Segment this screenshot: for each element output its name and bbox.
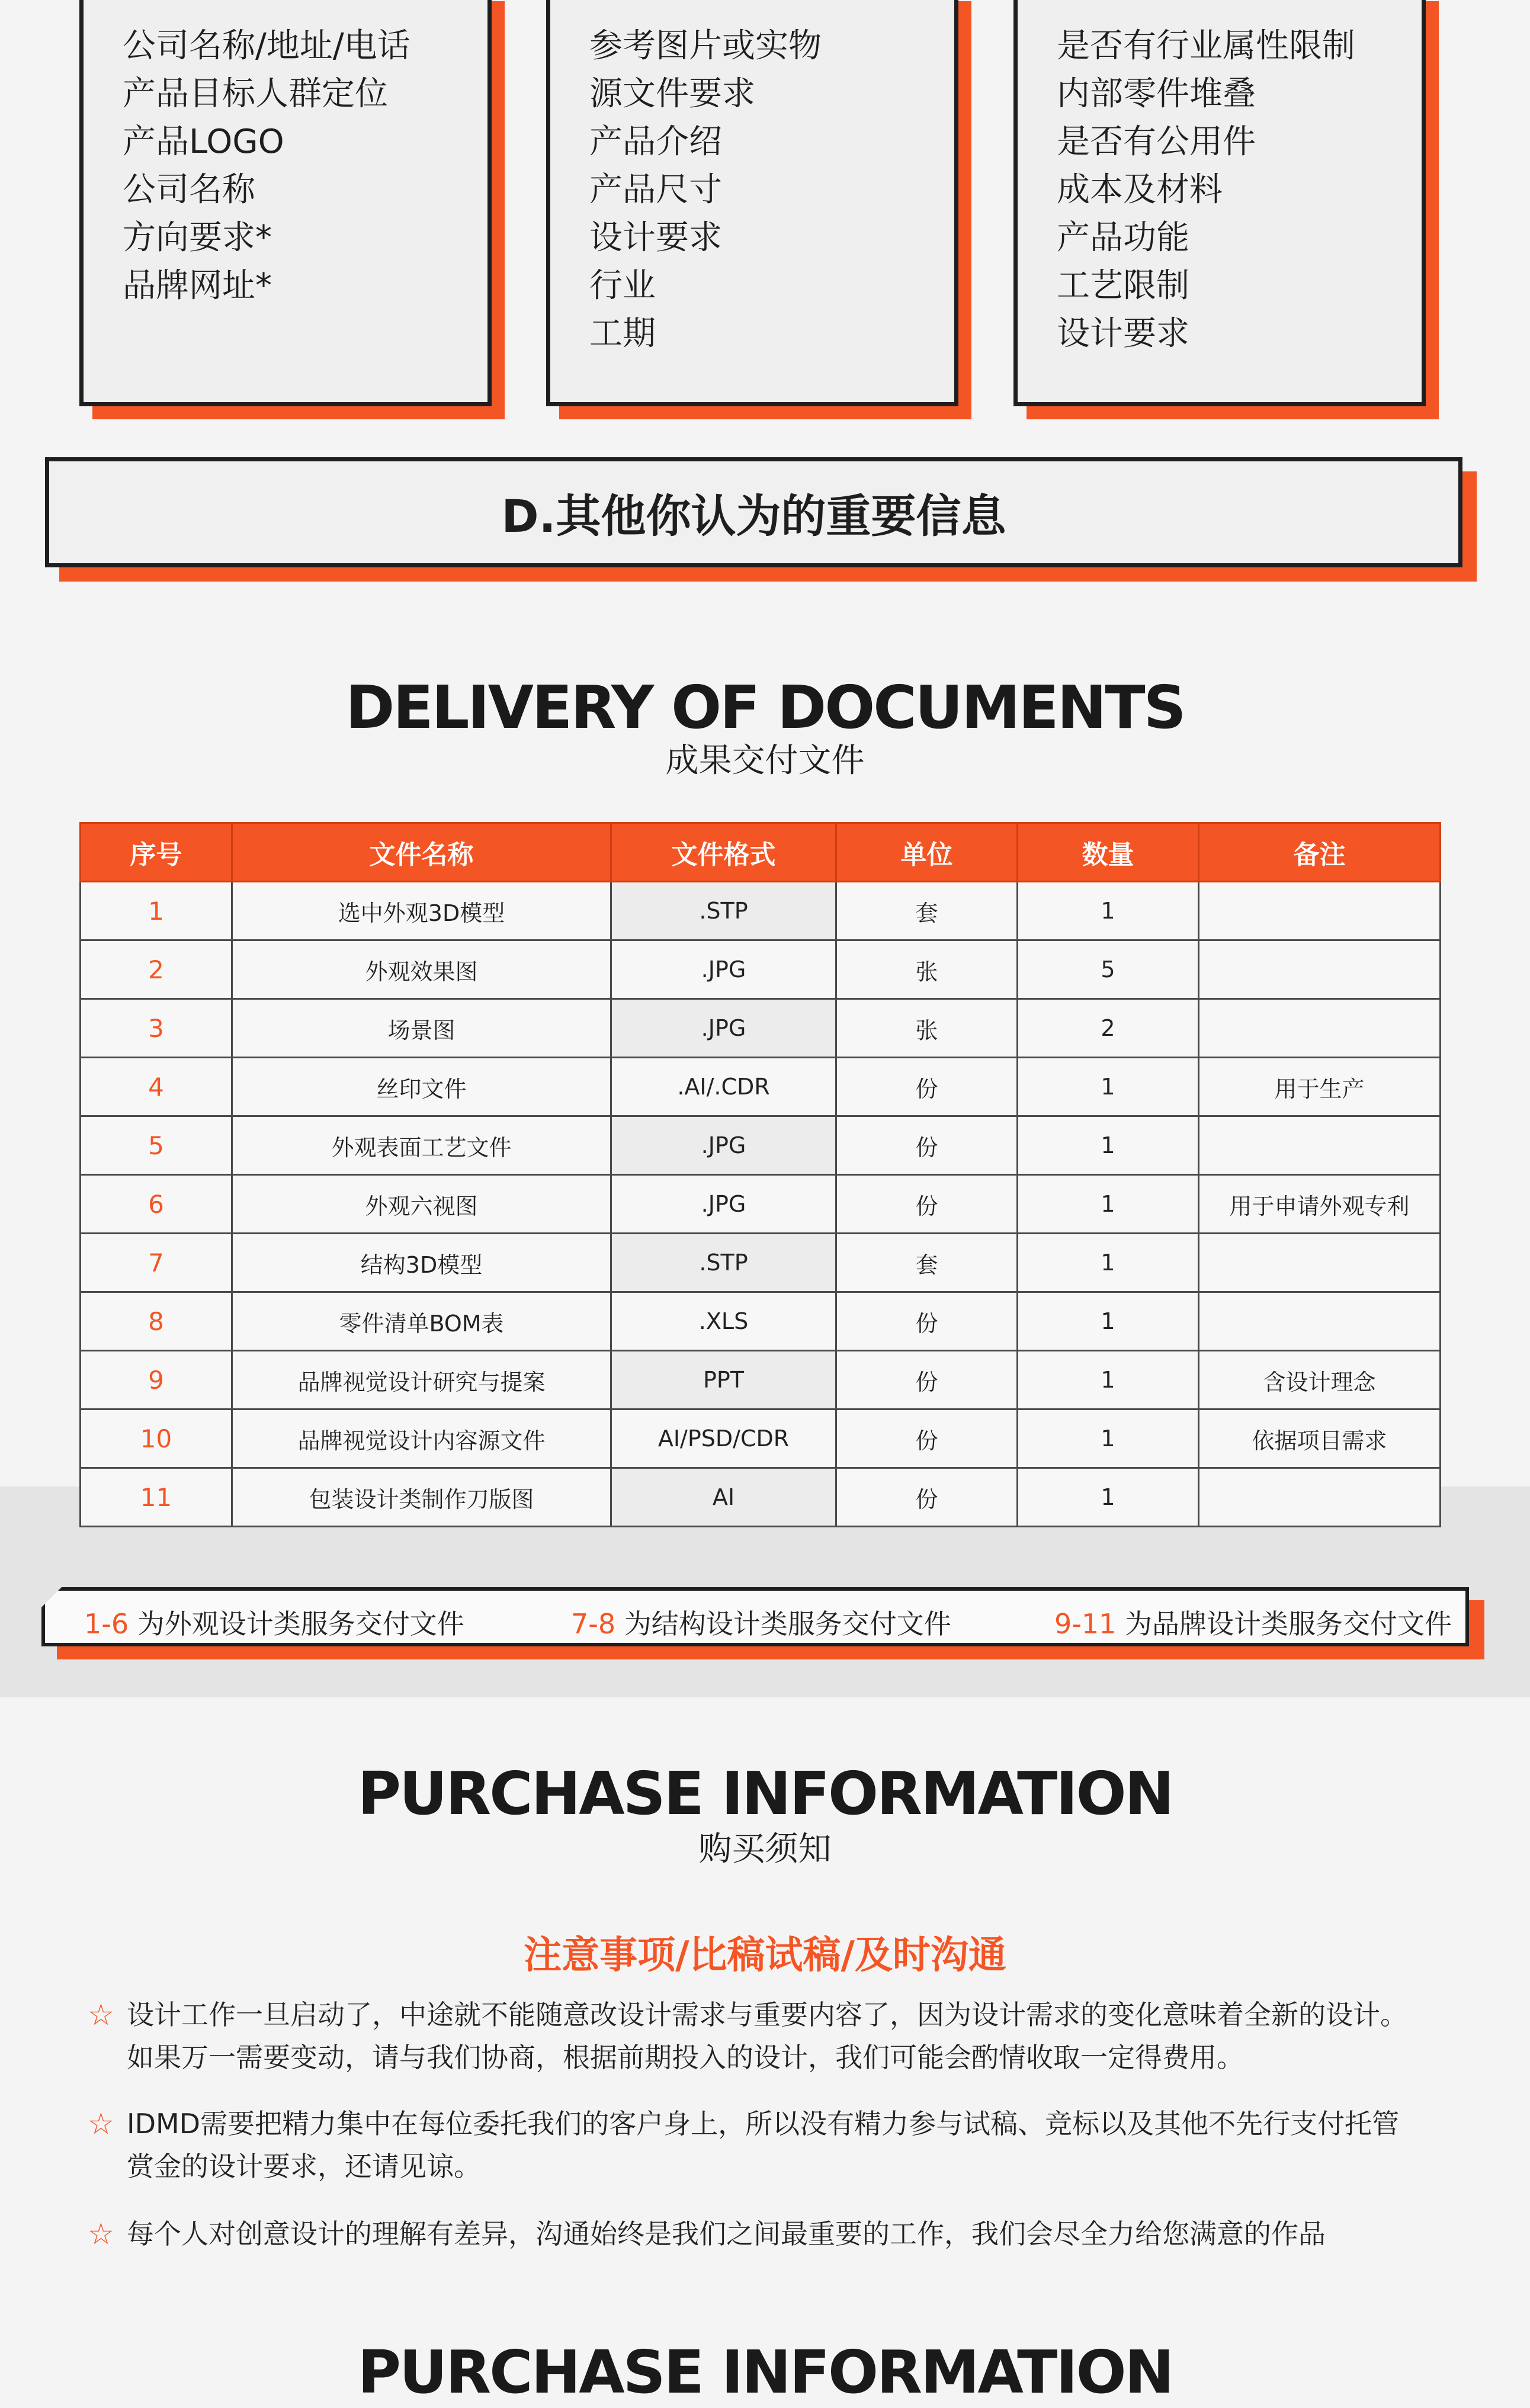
- cell-remark: [1199, 1234, 1441, 1292]
- cell-index: 10: [81, 1410, 232, 1468]
- cell-quantity: 1: [1018, 1410, 1199, 1468]
- notice-item: [88, 2102, 1426, 2188]
- list-item: 方向要求*: [123, 219, 272, 257]
- legend-text: 为外观设计类服务交付文件: [137, 1608, 464, 1640]
- cell-file-name: 外观效果图: [232, 940, 611, 999]
- cell-quantity: 1: [1018, 1175, 1199, 1234]
- list-item: 是否有行业属性限制: [1057, 27, 1355, 65]
- cell-file-format: .STP: [611, 882, 836, 940]
- cell-unit: 张: [836, 940, 1018, 999]
- requirement-list: [589, 22, 822, 358]
- cell-unit: 份: [836, 1116, 1018, 1175]
- legend-item: [84, 1603, 464, 1642]
- cell-file-format: .JPG: [611, 1175, 836, 1234]
- cell-file-name: 场景图: [232, 999, 611, 1058]
- purchase-subtitle: 购买须知: [698, 1830, 832, 1868]
- cell-unit: 份: [836, 1175, 1018, 1234]
- cell-remark: [1199, 940, 1441, 999]
- cell-quantity: 5: [1018, 940, 1199, 999]
- delivery-title: DELIVERY OF DOCUMENTS: [345, 673, 1185, 742]
- list-item: 工期: [589, 314, 656, 353]
- table-row: [81, 999, 1441, 1058]
- cell-unit: 份: [836, 1351, 1018, 1410]
- cell-index: 4: [81, 1058, 232, 1116]
- cell-quantity: 1: [1018, 1351, 1199, 1410]
- section-d-bar: [45, 457, 1462, 567]
- cell-remark: [1199, 1468, 1441, 1527]
- box-face: [546, 0, 958, 406]
- cell-quantity: 1: [1018, 1292, 1199, 1351]
- cell-quantity: 1: [1018, 1468, 1199, 1527]
- cell-unit: 套: [836, 1234, 1018, 1292]
- legend-text: 为结构设计类服务交付文件: [624, 1608, 951, 1640]
- cell-remark: 依据项目需求: [1199, 1410, 1441, 1468]
- list-item: 行业: [589, 267, 656, 305]
- purchase-title: PURCHASE INFORMATION: [357, 1759, 1173, 1828]
- list-item: 产品介绍: [589, 123, 722, 161]
- list-item: 产品功能: [1057, 219, 1189, 257]
- cell-index: 7: [81, 1234, 232, 1292]
- notice-text: 设计工作一旦启动了，中途就不能随意改设计需求与重要内容了，因为设计需求的变化意味着全新的设计。如果万一需要变动，请与我们协商，根据前期投入的设计，我们可能会酌情收取一定得费用。: [127, 1999, 1407, 2073]
- table-row: [81, 1468, 1441, 1527]
- table-row: [81, 1116, 1441, 1175]
- list-item: 内部零件堆叠: [1057, 75, 1256, 113]
- cell-file-name: 品牌视觉设计内容源文件: [232, 1410, 611, 1468]
- cell-unit: 套: [836, 882, 1018, 940]
- table-row: [81, 1058, 1441, 1116]
- list-item: 是否有公用件: [1057, 123, 1256, 161]
- legend-range: 7-8: [571, 1608, 616, 1640]
- cell-quantity: 1: [1018, 1058, 1199, 1116]
- notice-title: 注意事项/比稿试稿/及时沟通: [524, 1934, 1006, 1977]
- cell-index: 1: [81, 882, 232, 940]
- cell-file-format: .XLS: [611, 1292, 836, 1351]
- notice-item: [88, 2213, 1426, 2255]
- cell-quantity: 1: [1018, 1116, 1199, 1175]
- cell-file-name: 外观六视图: [232, 1175, 611, 1234]
- header-unit: 单位: [836, 823, 1018, 882]
- box-face: [1013, 0, 1426, 406]
- legend-range: 9-11: [1054, 1608, 1117, 1640]
- cell-remark: 用于申请外观专利: [1199, 1175, 1441, 1234]
- requirement-box-1: [79, 0, 492, 406]
- list-item: 品牌网址*: [123, 267, 272, 305]
- list-item: 公司名称/地址/电话: [123, 27, 410, 65]
- list-item: 参考图片或实物: [589, 27, 822, 65]
- table-row: [81, 1410, 1441, 1468]
- list-item: 成本及材料: [1057, 171, 1223, 209]
- cell-index: 6: [81, 1175, 232, 1234]
- table-header-row: [81, 823, 1441, 882]
- delivery-legend: [41, 1587, 1469, 1646]
- table-row: [81, 882, 1441, 940]
- notice-text: IDMD需要把精力集中在每位委托我们的客户身上，所以没有精力参与试稿、竞标以及其他不先行支付托管赏金的设计要求，还请见谅。: [127, 2108, 1400, 2182]
- cell-file-format: .AI/.CDR: [611, 1058, 836, 1116]
- cell-file-format: PPT: [611, 1351, 836, 1410]
- list-item: 工艺限制: [1057, 267, 1189, 305]
- header-index: 序号: [81, 823, 232, 882]
- list-item: 产品尺寸: [589, 171, 722, 209]
- legend-item: [571, 1603, 951, 1642]
- cell-index: 9: [81, 1351, 232, 1410]
- cell-file-name: 零件清单BOM表: [232, 1292, 611, 1351]
- cell-remark: [1199, 1292, 1441, 1351]
- cell-unit: 份: [836, 1292, 1018, 1351]
- cell-remark: 用于生产: [1199, 1058, 1441, 1116]
- requirement-list: [123, 22, 410, 310]
- cell-unit: 份: [836, 1058, 1018, 1116]
- cell-file-format: .JPG: [611, 999, 836, 1058]
- list-item: 设计要求: [589, 219, 722, 257]
- notice-text: 每个人对创意设计的理解有差异，沟通始终是我们之间最重要的工作，我们会尽全力给您满意的作品: [127, 2218, 1326, 2250]
- cell-file-format: AI: [611, 1468, 836, 1527]
- list-item: 源文件要求: [589, 75, 755, 113]
- cell-file-name: 丝印文件: [232, 1058, 611, 1116]
- cell-unit: 份: [836, 1410, 1018, 1468]
- star-icon: ☆: [88, 2107, 114, 2141]
- table-row: [81, 940, 1441, 999]
- list-item: 设计要求: [1057, 314, 1189, 353]
- cell-index: 11: [81, 1468, 232, 1527]
- list-item: 产品目标人群定位: [123, 75, 388, 113]
- cell-remark: [1199, 882, 1441, 940]
- cell-quantity: 1: [1018, 1234, 1199, 1292]
- table-row: [81, 1234, 1441, 1292]
- cell-quantity: 1: [1018, 882, 1199, 940]
- notice-item: [88, 1993, 1426, 2079]
- table-row: [81, 1292, 1441, 1351]
- requirement-box-2: [546, 0, 958, 406]
- requirement-box-3: [1013, 0, 1426, 406]
- cell-file-name: 包装设计类制作刀版图: [232, 1468, 611, 1527]
- list-item: 公司名称: [123, 171, 255, 209]
- cell-remark: 含设计理念: [1199, 1351, 1441, 1410]
- star-icon: ☆: [88, 1998, 114, 2032]
- legend-corner-cut: [37, 1582, 66, 1612]
- delivery-subtitle: 成果交付文件: [665, 741, 865, 780]
- legend-text: 为品牌设计类服务交付文件: [1125, 1608, 1452, 1640]
- legend-range: 1-6: [84, 1608, 129, 1640]
- header-remark: 备注: [1199, 823, 1441, 882]
- cell-remark: [1199, 999, 1441, 1058]
- cell-index: 2: [81, 940, 232, 999]
- box-face: [79, 0, 492, 406]
- cell-index: 3: [81, 999, 232, 1058]
- section-d-title: D.其他你认为的重要信息: [45, 457, 1462, 567]
- legend-item: [1054, 1603, 1452, 1642]
- star-icon: ☆: [88, 2217, 114, 2251]
- cell-file-format: .JPG: [611, 1116, 836, 1175]
- requirement-list: [1057, 22, 1355, 358]
- cell-remark: [1199, 1116, 1441, 1175]
- legend-face: [41, 1587, 1469, 1646]
- cell-file-format: AI/PSD/CDR: [611, 1410, 836, 1468]
- cell-file-name: 选中外观3D模型: [232, 882, 611, 940]
- cell-index: 8: [81, 1292, 232, 1351]
- cell-unit: 张: [836, 999, 1018, 1058]
- cell-quantity: 2: [1018, 999, 1199, 1058]
- cell-index: 5: [81, 1116, 232, 1175]
- table-row: [81, 1351, 1441, 1410]
- delivery-table: [79, 822, 1441, 1527]
- cell-file-format: .JPG: [611, 940, 836, 999]
- cell-unit: 份: [836, 1468, 1018, 1527]
- cell-file-name: 外观表面工艺文件: [232, 1116, 611, 1175]
- cell-file-name: 结构3D模型: [232, 1234, 611, 1292]
- next-section-title: PURCHASE INFORMATION: [357, 2338, 1173, 2407]
- cell-file-format: .STP: [611, 1234, 836, 1292]
- header-file-format: 文件格式: [611, 823, 836, 882]
- header-quantity: 数量: [1018, 823, 1199, 882]
- list-item: 产品LOGO: [123, 123, 284, 161]
- cell-file-name: 品牌视觉设计研究与提案: [232, 1351, 611, 1410]
- header-file-name: 文件名称: [232, 823, 611, 882]
- table-row: [81, 1175, 1441, 1234]
